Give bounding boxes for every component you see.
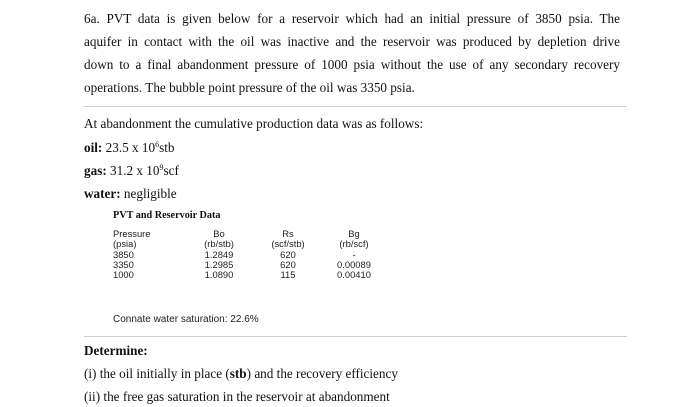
question-1 bbox=[84, 366, 398, 382]
column-unit: (scf/stb) bbox=[271, 238, 305, 250]
table-column-pressure bbox=[113, 229, 151, 280]
column-unit: (rb/stb) bbox=[204, 238, 234, 250]
section-divider bbox=[84, 336, 627, 337]
table-cell: 1.2849 bbox=[204, 248, 234, 260]
table-cell: 1.0890 bbox=[204, 269, 234, 281]
problem-line-1: 6a. PVT data is given below for a reservoir which had an initial pressure of 3850 psia. The bbox=[84, 11, 620, 26]
table-cell: 0.00089 bbox=[337, 258, 371, 270]
column-unit: (psia) bbox=[113, 238, 137, 250]
table-cell: 1.2985 bbox=[204, 258, 234, 270]
table-cell: 0.00410 bbox=[337, 269, 371, 281]
table-cell: 620 bbox=[280, 248, 296, 260]
connate-water-saturation: Connate water saturation: 22.6% bbox=[113, 314, 259, 325]
table-cell: - bbox=[352, 248, 356, 260]
table-cell: 1000 bbox=[113, 269, 134, 281]
gas-production bbox=[84, 163, 179, 179]
question-1-prefix: (i) the oil initially in place ( bbox=[84, 366, 230, 381]
question-1-suffix: ) and the recovery efficiency bbox=[246, 366, 398, 381]
problem-line-3: down to a final abandonment pressure of 1000 psia without the use of any secondary recovery bbox=[84, 57, 620, 72]
column-unit: (rb/scf) bbox=[339, 238, 369, 250]
table-column-bg bbox=[326, 229, 382, 280]
gas-label: gas: bbox=[84, 163, 107, 178]
oil-label: oil: bbox=[84, 140, 103, 155]
section-divider bbox=[84, 106, 627, 107]
oil-production bbox=[84, 140, 174, 156]
water-value: negligible bbox=[123, 186, 177, 201]
table-cell: 115 bbox=[280, 269, 296, 281]
problem-line-4: operations. The bubble point pressure of the oil was 3350 psia. bbox=[84, 80, 415, 95]
column-header: Bg bbox=[348, 228, 360, 239]
question-2: (ii) the free gas saturation in the reservoir at abandonment bbox=[84, 389, 390, 404]
oil-value: 23.5 x 10 bbox=[105, 140, 156, 155]
water-label: water: bbox=[84, 186, 121, 201]
gas-unit: scf bbox=[163, 163, 179, 178]
problem-statement bbox=[84, 7, 620, 99]
table-column-bo bbox=[192, 229, 246, 280]
gas-value: 31.2 x 10 bbox=[110, 163, 160, 178]
water-production bbox=[84, 186, 177, 202]
table-cell: 3850 bbox=[113, 248, 134, 260]
table-cell: 620 bbox=[280, 258, 296, 270]
column-header: Rs bbox=[282, 228, 294, 239]
table-cell: 3350 bbox=[113, 258, 134, 270]
oil-exponent: 6 bbox=[155, 140, 160, 149]
question-1-bold: stb bbox=[229, 366, 247, 381]
gas-exponent: 9 bbox=[159, 163, 164, 172]
column-header: Bo bbox=[213, 228, 225, 239]
table-column-rs bbox=[262, 229, 314, 280]
determine-heading bbox=[84, 343, 148, 359]
column-header: Pressure bbox=[113, 228, 151, 239]
abandonment-intro: At abandonment the cumulative production data was as follows: bbox=[84, 116, 424, 131]
determine-label: Determine: bbox=[84, 343, 148, 358]
table-title: PVT and Reservoir Data bbox=[113, 210, 221, 221]
oil-unit: stb bbox=[159, 140, 175, 155]
problem-line-2: aquifer in contact with the oil was inactive and the reservoir was produced by depletion drive bbox=[84, 34, 620, 49]
